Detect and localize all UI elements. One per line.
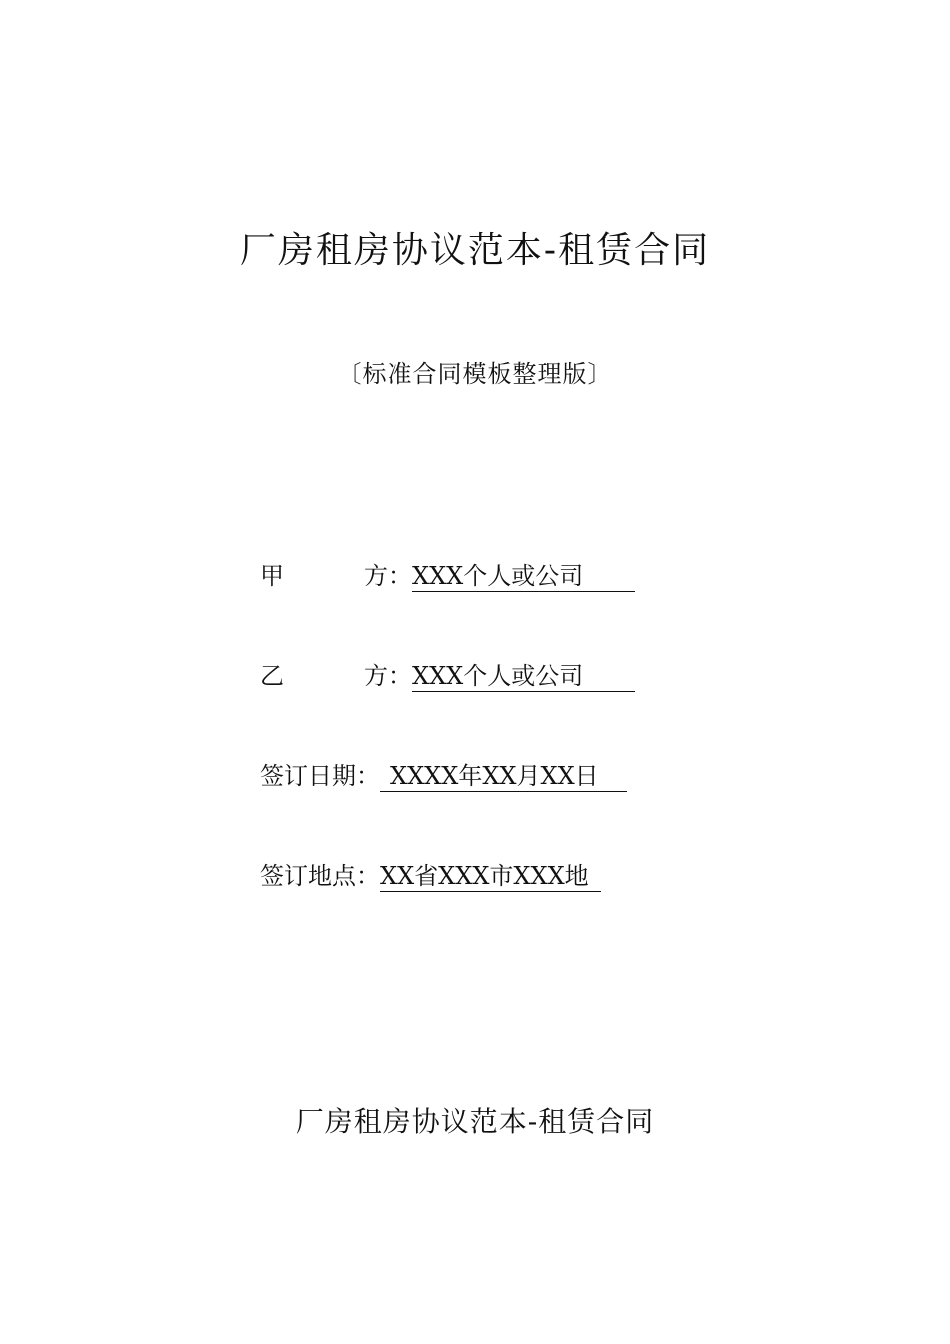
party-a-label-first: 甲 [260, 562, 284, 590]
sign-place-value: XX省XXX市XXX地 [380, 861, 601, 892]
sign-place-label: 签订地点： [260, 862, 380, 890]
sign-date-row [260, 756, 627, 796]
party-b-value: XXX个人或公司 [412, 661, 635, 692]
party-a-label-last: 方 [364, 562, 388, 590]
party-b-colon: ： [388, 662, 412, 690]
page-subtitle: 〔标准合同模板整理版〕 [337, 360, 613, 388]
party-a-label [260, 556, 388, 596]
party-a-row [260, 556, 635, 596]
party-a-value: XXX个人或公司 [412, 561, 635, 592]
sign-date-label: 签订日期： [260, 762, 380, 790]
party-b-row [260, 656, 635, 696]
footer-title: 厂房租房协议范本-租赁合同 [295, 1105, 655, 1138]
party-b-label-first: 乙 [260, 662, 284, 690]
party-b-label [260, 656, 388, 696]
page-title: 厂房租房协议范本-租赁合同 [239, 230, 711, 271]
party-b-label-last: 方 [364, 662, 388, 690]
sign-date-value: XXXX年XX月XX日 [380, 761, 627, 792]
party-a-colon: ： [388, 562, 412, 590]
sign-place-row [260, 856, 601, 896]
